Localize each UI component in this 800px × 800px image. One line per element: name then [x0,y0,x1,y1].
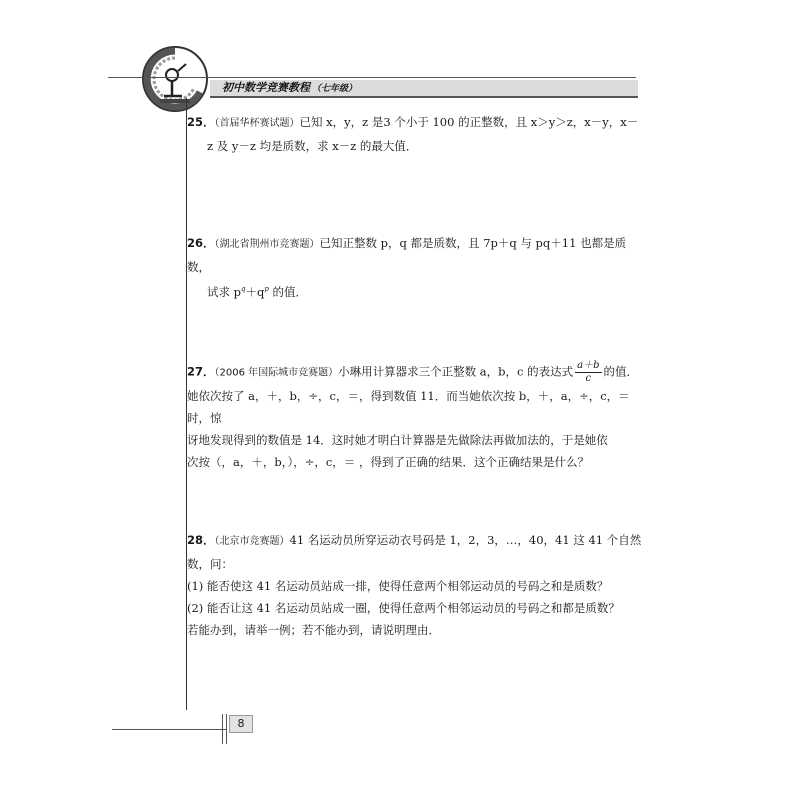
problem-source: （北京市竞赛题） [214,536,290,547]
problem-line: 已知 x，y，z 是3 个小于 100 的正整数，且 x＞y＞z，x－y，x－ [299,115,639,129]
problem-line: 讶地发现得到的数值是 14．这时她才明白计算器是先做除法再做加法的，于是她依 [187,433,608,447]
problem-number: 26． [187,236,215,250]
problem-26 [187,232,647,303]
problem-line: 小琳用计算器求三个正整数 a，b，c 的表达式 [338,364,574,379]
footer-divider [222,714,223,744]
book-series-logo [140,44,210,114]
problem-source: （2006 年国际城市竞赛题） [214,367,339,379]
fraction [575,360,601,385]
problem-line: 若能办到，请举一例；若不能办到，请说明理由． [187,623,440,637]
footer-divider [226,714,227,744]
problem-line: 已知正整数 p，q 都是质数，且 7p＋q 与 pq＋11 也都是质数， [187,236,627,274]
problem-line: z 及 y－z 均是质数，求 x－z 的最大值． [207,139,418,153]
problem-line: 41 名运动员所穿运动衣号码是 1，2，3，…，40，41 这 41 个自然 [289,533,642,547]
footer-rule [112,729,226,730]
problem-source: （首届华杯赛试题） [214,118,300,129]
problem-line: 的值． [603,364,638,379]
fraction-denominator: c [585,373,592,384]
problem-25 [187,111,647,157]
problem-line: 次按（，a，＋，b，），÷，c，＝ ，得到了正确的结果．这个正确结果是什么？ [187,455,589,469]
problem-line [187,278,647,303]
page-number: 8 [229,715,253,733]
problem-subquestion: (1) 能否使这 41 名运动员站成一排，使得任意两个相邻运动员的号码之和是质数？ [187,579,609,593]
text-segment: 的值． [268,284,308,299]
text-segment: 试求 p [207,284,242,299]
problem-line: 数，问： [187,557,233,571]
book-title [222,80,357,96]
problem-number: 28． [187,533,215,547]
book-title-text: 初中数学竞赛教程 [222,81,310,94]
problem-number: 25． [187,115,215,129]
problem-source: （湖北省荆州市竞赛题） [214,239,320,250]
exponent: p [264,285,269,293]
text-segment: ＋q [245,284,265,299]
problem-subquestion: (2) 能否让这 41 名运动员站成一圈，使得任意两个相邻运动员的号码之和都是质数？ [187,601,620,615]
problem-number: 27． [187,364,215,379]
header-rule [108,77,636,78]
problem-line: 她依次按了 a，＋，b，÷，c，＝，得到数值 11．而当她依次按 b，＋，a，÷，c，＝ 时，惊 [187,389,630,425]
book-grade: （七年级） [312,84,358,94]
fraction-numerator: a＋b [577,360,600,371]
header-underline [210,96,638,98]
exponent: q [241,285,246,293]
problem-28 [187,529,647,641]
problem-27 [187,360,647,473]
